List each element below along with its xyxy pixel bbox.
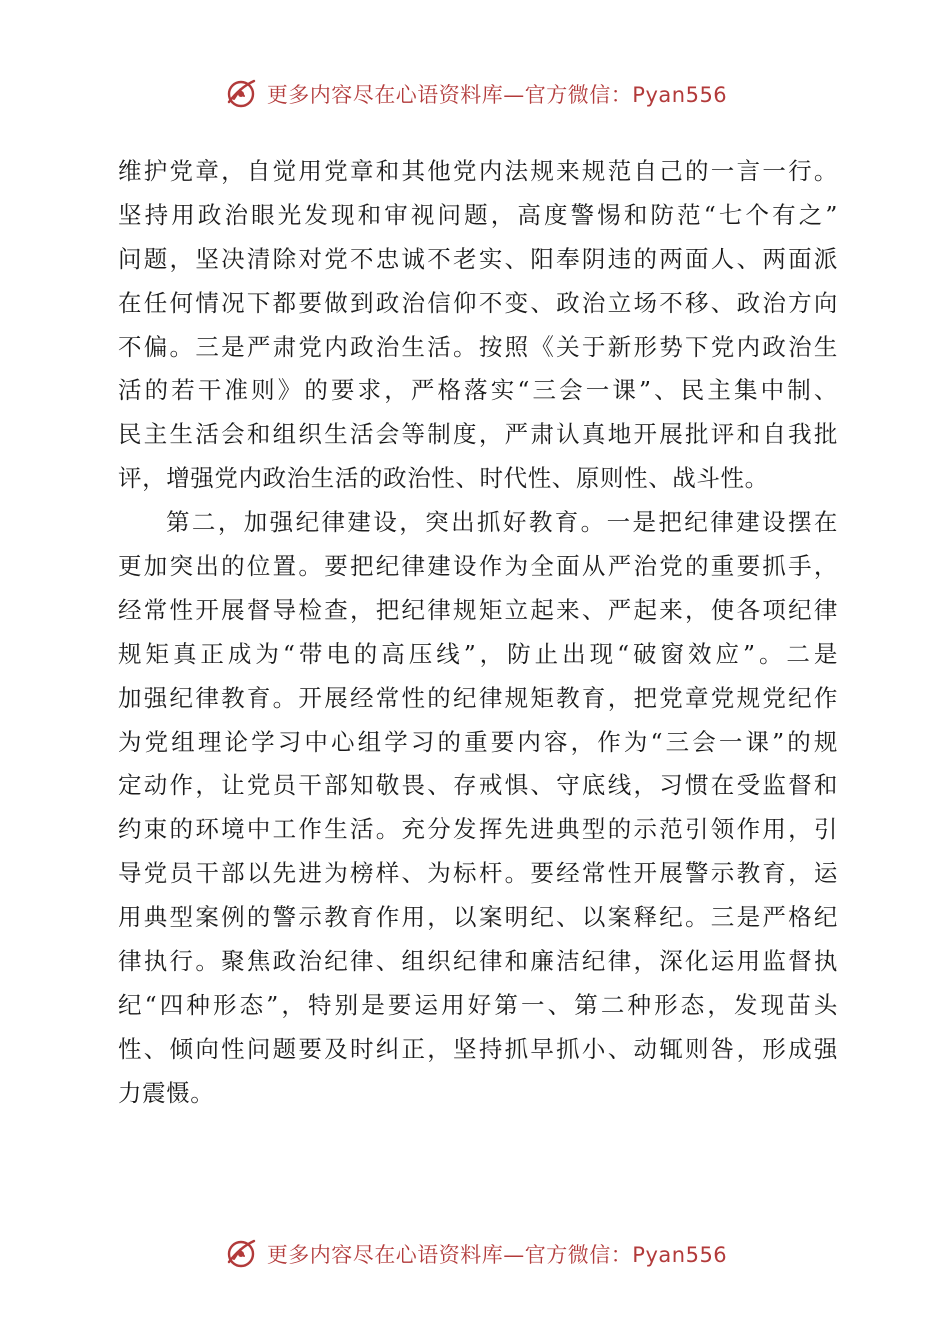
text-line: 坚持用政治眼光发现和审视问题，高度警惕和防范“七个有之” — [118, 200, 838, 229]
text-line: 维护党章，自觉用党章和其他党内法规来规范自己的一言一行。 — [118, 157, 838, 185]
text-line: 规矩真正成为“带电的高压线”，防止出现“破窗效应”。二是 — [118, 639, 838, 668]
text-line: 更加突出的位置。要把纪律建设作为全面从严治党的重要抓手， — [118, 552, 838, 581]
text-line: 为党组理论学习中心组学习的重要内容，作为“三会一课”的规 — [118, 727, 838, 756]
brand-logo-icon — [223, 1236, 259, 1272]
header-banner-text: 更多内容尽在心语资料库—官方微信：Pyan556 — [266, 83, 728, 107]
text-line: 在任何情况下都要做到政治信仰不变、政治立场不移、政治方向 — [118, 288, 838, 317]
document-body — [118, 150, 838, 1116]
brand-logo-icon — [223, 76, 259, 112]
text-line: 加强纪律教育。开展经常性的纪律规矩教育，把党章党规党纪作 — [118, 683, 838, 712]
text-line: 力震慑。 — [118, 1078, 215, 1107]
header-banner — [0, 72, 950, 116]
footer-banner-text: 更多内容尽在心语资料库—官方微信：Pyan556 — [266, 1243, 728, 1267]
text-line: 不偏。三是严肃党内政治生活。按照《关于新形势下党内政治生 — [118, 332, 838, 361]
text-line: 民主生活会和组织生活会等制度，严肃认真地开展批评和自我批 — [118, 420, 838, 449]
text-line: 约束的环境中工作生活。充分发挥先进典型的示范引领作用，引 — [118, 815, 838, 844]
text-line: 导党员干部以先进为榜样、为标杆。要经常性开展警示教育，运 — [118, 859, 838, 888]
text-line: 用典型案例的警示教育作用，以案明纪、以案释纪。三是严格纪 — [118, 903, 838, 932]
text-line: 经常性开展督导检查，把纪律规矩立起来、严起来，使各项纪律 — [118, 595, 838, 624]
footer-banner — [0, 1232, 950, 1276]
text-line: 评，增强党内政治生活的政治性、时代性、原则性、战斗性。 — [118, 464, 769, 493]
text-line: 问题，坚决清除对党不忠诚不老实、阳奉阴违的两面人、两面派 — [118, 244, 838, 273]
text-line: 律执行。聚焦政治纪律、组织纪律和廉洁纪律，深化运用监督执 — [118, 947, 838, 976]
text-line: 活的若干准则》的要求，严格落实“三会一课”、民主集中制、 — [118, 376, 838, 405]
text-line: 纪“四种形态”，特别是要运用好第一、第二种形态，发现苗头 — [118, 990, 838, 1019]
text-line: 定动作，让党员干部知敬畏、存戒惧、守底线，习惯在受监督和 — [118, 771, 838, 800]
text-line: 性、倾向性问题要及时纠正，坚持抓早抓小、动辄则咎，形成强 — [118, 1034, 838, 1063]
paragraph-start-line: 第二，加强纪律建设，突出抓好教育。一是把纪律建设摆在 — [166, 508, 838, 537]
